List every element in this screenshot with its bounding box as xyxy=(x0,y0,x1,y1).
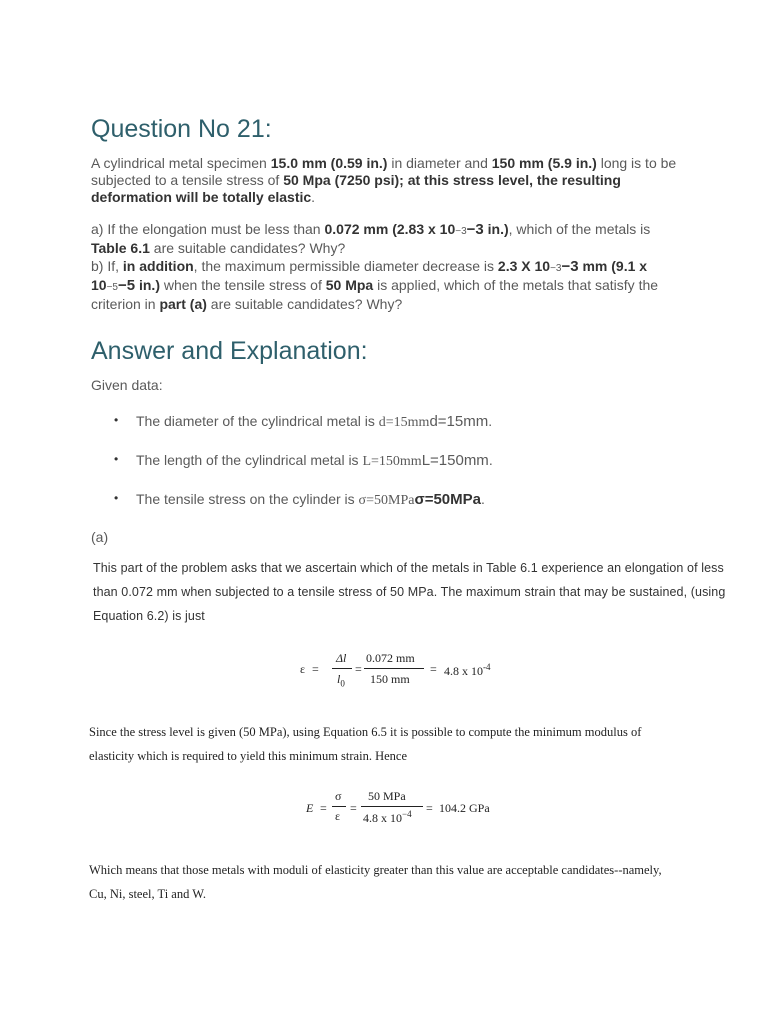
bullet-icon: • xyxy=(114,491,119,505)
list-item: • The length of the cylindrical metal is L=150mmL=150mm. xyxy=(114,452,493,469)
part-a-label: (a) xyxy=(91,529,109,545)
explanation-block-1: This part of the problem asks that we ascertain which of the metals in Table 6.1 experience an elongation of less than 0.072 mm when subjected to a tensile stress of 50 MPa. The maximum strain that may be sustained, (using Equation 6.2) is just xyxy=(93,561,726,623)
list-item: • The diameter of the cylindrical metal is d=15mmd=15mm. xyxy=(114,413,493,430)
strain-equation: ε = Δl $l_0$ = 0.072 mm 150 mm = 4.8 x $10^{-4}$ xyxy=(300,651,491,689)
explanation-block-3: Which means that those metals with moduli of elasticity greater than this value are acceptable candidates--namely, Cu, Ni, steel, Ti and W. xyxy=(89,863,662,901)
bullet-icon: • xyxy=(114,413,119,427)
answer-title: Answer and Explanation: xyxy=(91,337,368,365)
question-paragraph-2: a) If the elongation must be less than 0.072 mm (2.83 x 10−3−3 in.), which of the metals is Table 6.1 are suitable candidates? Why? xyxy=(91,221,651,256)
question-paragraph-1: A cylindrical metal specimen 15.0 mm (0.59 in.) in diameter and 150 mm (5.9 in.) long is to be subjected to a tensile stress of 50 Mpa (7250 psi); at this stress level, the resulting deformation will be totally elastic. xyxy=(91,155,677,205)
modulus-equation: E = σ ε = 50 MPa 4.8 x $10^{-4}$ = 104.2 GPa xyxy=(306,789,490,825)
question-paragraph-3: b) If, in addition, the maximum permissible diameter decrease is 2.3 X 10−3−3 mm (9.1 x 10−5−5 in.) when the tensile stress of 50 Mpa is applied, which of the metals that satisfy the criterion in part (a) are suitable candidates? Why? xyxy=(91,258,659,312)
explanation-block-2: Since the stress level is given (50 MPa), using Equation 6.5 it is possible to compute the minimum modulus of elasticity which is required to yield this minimum strain. Hence xyxy=(89,725,642,763)
bullet-icon: • xyxy=(114,452,119,466)
given-data-label: Given data: xyxy=(91,377,163,393)
question-title: Question No 21: xyxy=(91,115,272,143)
list-item: • The tensile stress on the cylinder is σ=50MPaσ=50MPa. xyxy=(114,491,485,508)
